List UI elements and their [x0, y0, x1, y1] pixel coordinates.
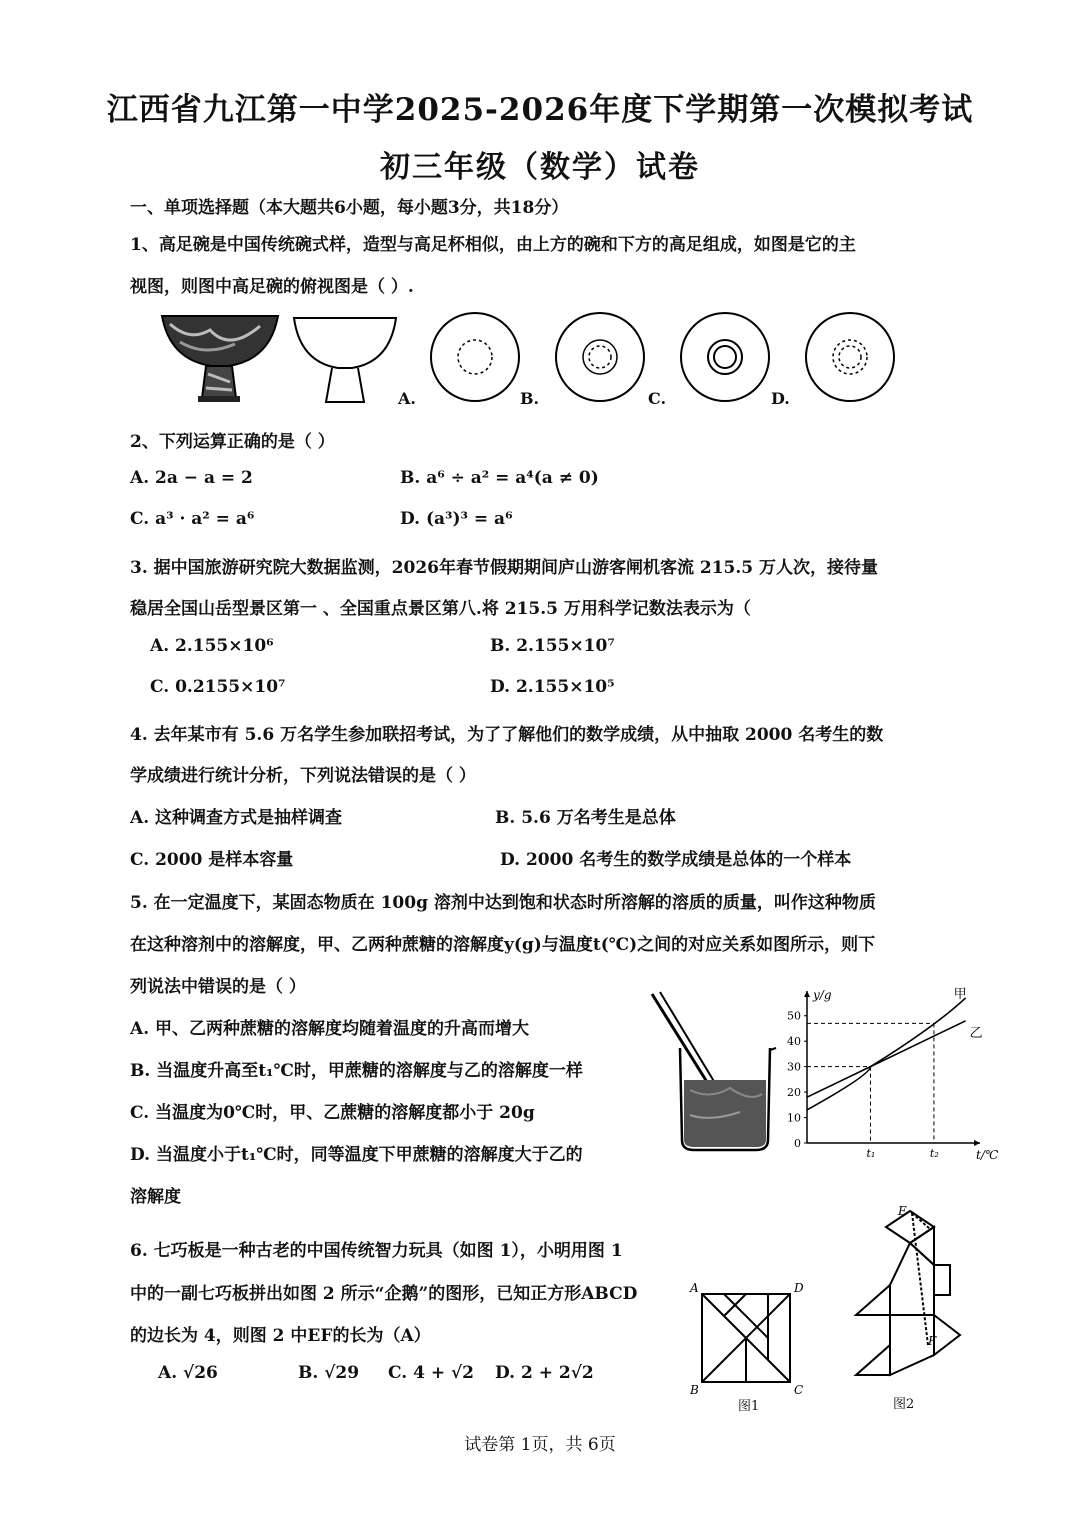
solubility-chart — [785, 985, 1005, 1165]
q3-option-c: C. 0.2155×10⁷ — [150, 677, 286, 697]
q1-option-a-view — [428, 310, 522, 404]
q5-option-c: C. 当温度为0℃时，甲、乙蔗糖的溶解度都小于 20g — [130, 1103, 535, 1123]
x-axis-label: t/℃ — [976, 1148, 999, 1162]
q1-label-a: A. — [398, 389, 416, 408]
q6-line3: 的边长为 4，则图 2 中EF的长为（A） — [130, 1326, 431, 1346]
series-label-jia: 甲 — [953, 986, 967, 1002]
q5-line2: 在这种溶剂中的溶解度，甲、乙两种蔗糖的溶解度y(g)与温度t(℃)之间的对应关系如图所示，则下 — [130, 935, 876, 955]
q1-option-b-view — [553, 310, 647, 404]
q3-option-a: A. 2.155×10⁶ — [150, 636, 274, 656]
q2-option-a: A. 2a − a = 2 — [130, 468, 253, 488]
page-footer: 试卷第 1页，共 6页 — [464, 1435, 616, 1455]
q5-line3: 列说法中错误的是（ ） — [130, 977, 306, 997]
q1-label-c: C. — [648, 389, 667, 408]
q2-stem: 2、下列运算正确的是（ ） — [130, 432, 335, 452]
y-axis-label: y/g — [813, 988, 832, 1002]
q4-line2: 学成绩进行统计分析，下列说法错误的是（ ） — [130, 766, 476, 786]
q3-option-d: D. 2.155×10⁵ — [490, 677, 615, 697]
fig2-point-f: F — [928, 1334, 937, 1348]
q3-line2: 稳居全国山岳型景区第一 、全国重点景区第八.将 215.5 万用科学记数法表示为（ — [130, 599, 751, 619]
y-axis-arrow — [804, 991, 810, 997]
q1-label-b: B. — [520, 389, 540, 408]
fig2-caption: 图2 — [893, 1397, 915, 1412]
bowl-front-view — [292, 314, 398, 404]
y-tick-label: 0 — [794, 1137, 801, 1150]
y-tick-label: 50 — [787, 1009, 801, 1023]
q6-option-b: B. √29 — [298, 1363, 360, 1383]
q6-option-a: A. √26 — [158, 1363, 218, 1383]
q4-option-d: D. 2000 名考生的数学成绩是总体的一个样本 — [500, 850, 852, 870]
q5-option-a: A. 甲、乙两种蔗糖的溶解度均随着温度的升高而增大 — [130, 1019, 530, 1039]
q6-line2: 中的一副七巧板拼出如图 2 所示“企鹅”的图形，已知正方形ABCD — [130, 1284, 638, 1304]
q6-line1: 6. 七巧板是一种古老的中国传统智力玩具（如图 1），小明用图 1 — [130, 1241, 623, 1261]
q2-option-b: B. a⁶ ÷ a² = a⁴(a ≠ 0) — [400, 468, 599, 488]
y-tick-label: 20 — [787, 1086, 801, 1100]
chart-layer — [787, 987, 999, 1162]
q4-option-a: A. 这种调查方式是抽样调查 — [130, 808, 343, 828]
q4-option-b: B. 5.6 万名考生是总体 — [495, 808, 676, 828]
y-tick-label: 40 — [787, 1035, 801, 1049]
fig2-point-e: E — [898, 1204, 907, 1218]
y-tick-label: 10 — [787, 1111, 801, 1125]
q2-option-d: D. (a³)³ = a⁶ — [400, 509, 513, 529]
series-label-yi: 乙 — [969, 1025, 983, 1041]
x-tick-label: t₂ — [929, 1147, 939, 1160]
series-line-yi — [807, 1021, 966, 1097]
tangram-figure-1 — [690, 1280, 810, 1410]
q3-option-b: B. 2.155×10⁷ — [490, 636, 615, 656]
q5-option-b: B. 当温度升高至t₁℃时，甲蔗糖的溶解度与乙的溶解度一样 — [130, 1061, 583, 1081]
q5-option-d-line2: 溶解度 — [130, 1187, 181, 1207]
q1-line2: 视图，则图中高足碗的俯视图是（ ）. — [130, 277, 414, 297]
series-line-jia — [807, 998, 966, 1110]
fig1-point-c: C — [794, 1383, 804, 1397]
q1-option-c-view — [678, 310, 772, 404]
exam-title: 江西省九江第一中学2025-2026年度下学期第一次模拟考试 — [106, 92, 974, 128]
x-tick-label: t₁ — [866, 1147, 876, 1160]
q2-option-c: C. a³ · a² = a⁶ — [130, 509, 255, 529]
fig1-point-d: D — [794, 1281, 804, 1295]
q4-line1: 4. 去年某市有 5.6 万名学生参加联招考试，为了了解他们的数学成绩，从中抽取 2000 名考生的数 — [130, 725, 884, 745]
fig1-point-b: B — [690, 1383, 699, 1397]
y-tick-label: 30 — [787, 1060, 801, 1074]
tangram-figure-2 — [850, 1205, 980, 1390]
x-axis-arrow — [974, 1140, 980, 1146]
section-heading: 一、单项选择题（本大题共6小题，每小题3分，共18分） — [130, 198, 569, 218]
beaker-photo — [650, 990, 780, 1155]
bowl-photo — [160, 312, 280, 404]
q1-option-d-view — [803, 310, 897, 404]
q4-option-c: C. 2000 是样本容量 — [130, 850, 294, 870]
q5-line1: 5. 在一定温度下，某固态物质在 100g 溶剂中达到饱和状态时所溶解的溶质的质量，叫作这种物质 — [130, 893, 876, 913]
fig1-point-a: A — [690, 1281, 699, 1295]
exam-subtitle: 初三年级（数学）试卷 — [380, 150, 700, 185]
q6-option-c: C. 4 + √2 — [388, 1363, 474, 1383]
q1-line1: 1、高足碗是中国传统碗式样，造型与高足杯相似，由上方的碗和下方的高足组成，如图是它的主 — [130, 235, 856, 255]
fig1-caption: 图1 — [738, 1399, 760, 1414]
q5-option-d-line1: D. 当温度小于t₁℃时，同等温度下甲蔗糖的溶解度大于乙的 — [130, 1145, 583, 1165]
q1-label-d: D. — [771, 389, 790, 408]
q6-option-d: D. 2 + 2√2 — [495, 1363, 594, 1383]
q3-line1: 3. 据中国旅游研究院大数据监测，2026年春节假期期间庐山游客闸机客流 215.5 万人次，接待量 — [130, 558, 879, 578]
